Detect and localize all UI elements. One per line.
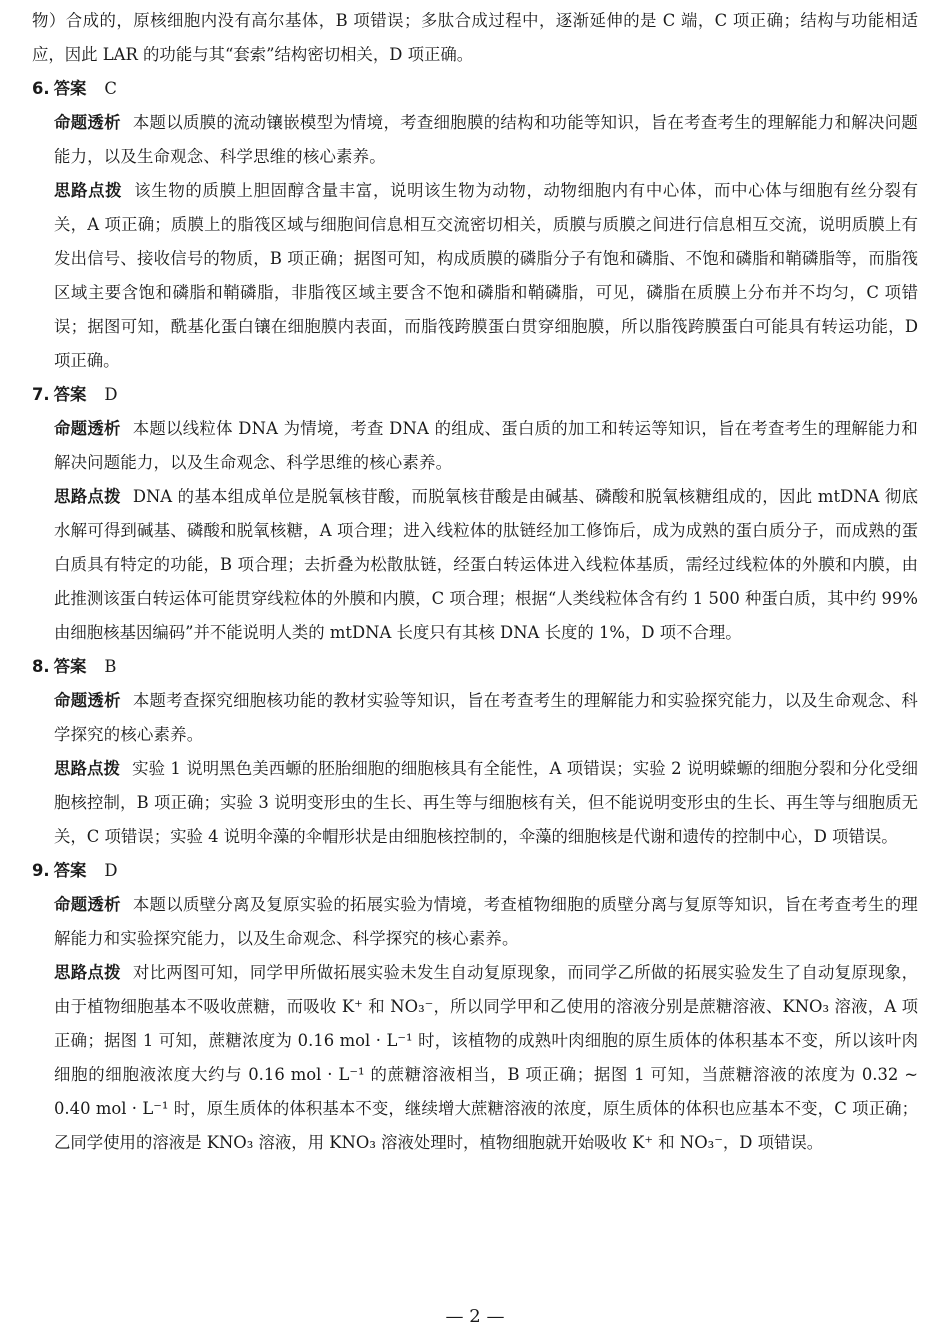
answer-label: 答案 (53, 385, 87, 404)
intro-text: 本题以线粒体 DNA 为情境，考查 DNA 的组成、蛋白质的加工和转运等知识，旨在考查考生的理解能力和解决问题能力，以及生命观念、科学思维的核心素养。 (54, 419, 918, 472)
question-9 (32, 854, 918, 1160)
answer-value: B (104, 657, 117, 676)
intro-label: 命题透析 (54, 691, 121, 710)
analysis-paragraph (32, 174, 918, 378)
intro-paragraph (32, 106, 918, 174)
answer-line (32, 650, 918, 684)
intro-paragraph (32, 684, 918, 752)
question-number: 7. (32, 385, 50, 404)
question-number: 6. (32, 79, 50, 98)
question-number: 9. (32, 861, 50, 880)
analysis-label: 思路点拨 (54, 181, 123, 200)
analysis-label: 思路点拨 (54, 759, 121, 778)
intro-label: 命题透析 (54, 895, 121, 914)
question-number: 8. (32, 657, 50, 676)
answer-label: 答案 (53, 79, 87, 98)
answer-line (32, 378, 918, 412)
analysis-label: 思路点拨 (54, 487, 121, 506)
answer-value: D (104, 861, 118, 880)
answer-label: 答案 (53, 861, 87, 880)
page-number: — 2 — (445, 1306, 505, 1327)
intro-text: 本题考查探究细胞核功能的教材实验等知识，旨在考查考生的理解能力和实验探究能力，以及生命观念、科学探究的核心素养。 (54, 691, 918, 744)
analysis-label: 思路点拨 (54, 963, 121, 982)
carryover-paragraph: 物）合成的，原核细胞内没有高尔基体，B 项错误；多肽合成过程中，逐渐延伸的是 C 端，C 项正确；结构与功能相适应，因此 LAR 的功能与其“套索”结构密切相关，D 项正确。 (32, 11, 918, 64)
analysis-text: 对比两图可知，同学甲所做拓展实验未发生自动复原现象，而同学乙所做的拓展实验发生了自动复原现象，由于植物细胞基本不吸收蔗糖，而吸收 K⁺ 和 NO₃⁻，所以同学甲和乙使用的溶液分别是蔗糖溶液、KNO₃ 溶液，A 项正确；据图 1 可知，蔗糖浓度为 0.16 mol · L⁻¹ 时，该植物的成熟叶肉细胞的原生质体的体积基本不变，所以该叶肉细胞的细胞液浓度大约与 0.16 mol · L⁻¹ 的蔗糖溶液相当，B 项正确；据图 1 可知，当蔗糖溶液的浓度为 0.32 ~ 0.40 mol · L⁻¹ 时，原生质体的体积基本不变，继续增大蔗糖溶液的浓度，原生质体的体积也应基本不变，C 项正确；乙同学使用的溶液是 KNO₃ 溶液，用 KNO₃ 溶液处理时，植物细胞就开始吸收 K⁺ 和 NO₃⁻，D 项错误。 (54, 963, 919, 1152)
answer-value: C (104, 79, 117, 98)
intro-paragraph (32, 888, 918, 956)
intro-text: 本题以质壁分离及复原实验的拓展实验为情境，考查植物细胞的质壁分离与复原等知识，旨在考查考生的理解能力和实验探究能力，以及生命观念、科学探究的核心素养。 (54, 895, 918, 948)
intro-text: 本题以质膜的流动镶嵌模型为情境，考查细胞膜的结构和功能等知识，旨在考查考生的理解能力和解决问题能力，以及生命观念、科学思维的核心素养。 (54, 113, 918, 166)
answer-label: 答案 (53, 657, 87, 676)
question-8 (32, 650, 918, 854)
analysis-paragraph (32, 480, 918, 650)
answer-value: D (104, 385, 118, 404)
question-7 (32, 378, 918, 650)
analysis-text: DNA 的基本组成单位是脱氧核苷酸，而脱氧核苷酸是由碱基、磷酸和脱氧核糖组成的，因此 mtDNA 彻底水解可得到碱基、磷酸和脱氧核糖，A 项合理；进入线粒体的肽链经加工修饰后，成为成熟的蛋白质分子，而成熟的蛋白质具有特定的功能，B 项合理；去折叠为松散肽链，经蛋白转运体进入线粒体基质，需经过线粒体的外膜和内膜，由此推测该蛋白转运体可能贯穿线粒体的外膜和内膜，C 项合理；根据“人类线粒体含有约 1 500 种蛋白质，其中约 99% 由细胞核基因编码”并不能说明人类的 mtDNA 长度只有其核 DNA 长度的 1%，D 项不合理。 (54, 487, 919, 642)
question-6 (32, 72, 918, 378)
answer-line (32, 854, 918, 888)
analysis-paragraph (32, 752, 918, 854)
answer-line (32, 72, 918, 106)
analysis-paragraph (32, 956, 918, 1160)
analysis-text: 该生物的质膜上胆固醇含量丰富，说明该生物为动物，动物细胞内有中心体，而中心体与细胞有丝分裂有关，A 项正确；质膜上的脂筏区域与细胞间信息相互交流密切相关，质膜与质膜之间进行信息相互交流，说明质膜上有发出信号、接收信号的物质，B 项正确；据图可知，构成质膜的磷脂分子有饱和磷脂、不饱和磷脂和鞘磷脂等，而脂筏区域主要含饱和磷脂和鞘磷脂，非脂筏区域主要含不饱和磷脂和鞘磷脂，可见，磷脂在质膜上分布并不均匀，C 项错误；据图可知，酰基化蛋白镶在细胞膜内表面，而脂筏跨膜蛋白贯穿细胞膜，所以脂筏跨膜蛋白可能具有转运功能，D 项正确。 (54, 181, 919, 370)
analysis-text: 实验 1 说明黑色美西螈的胚胎细胞的细胞核具有全能性，A 项错误；实验 2 说明蝾螈的细胞分裂和分化受细胞核控制，B 项正确；实验 3 说明变形虫的生长、再生等与细胞核有关，但不能说明变形虫的生长、再生等与细胞质无关，C 项错误；实验 4 说明伞藻的伞帽形状是由细胞核控制的，伞藻的细胞核是代谢和遗传的控制中心，D 项错误。 (54, 759, 918, 846)
intro-label: 命题透析 (54, 419, 121, 438)
intro-label: 命题透析 (54, 113, 121, 132)
intro-paragraph (32, 412, 918, 480)
